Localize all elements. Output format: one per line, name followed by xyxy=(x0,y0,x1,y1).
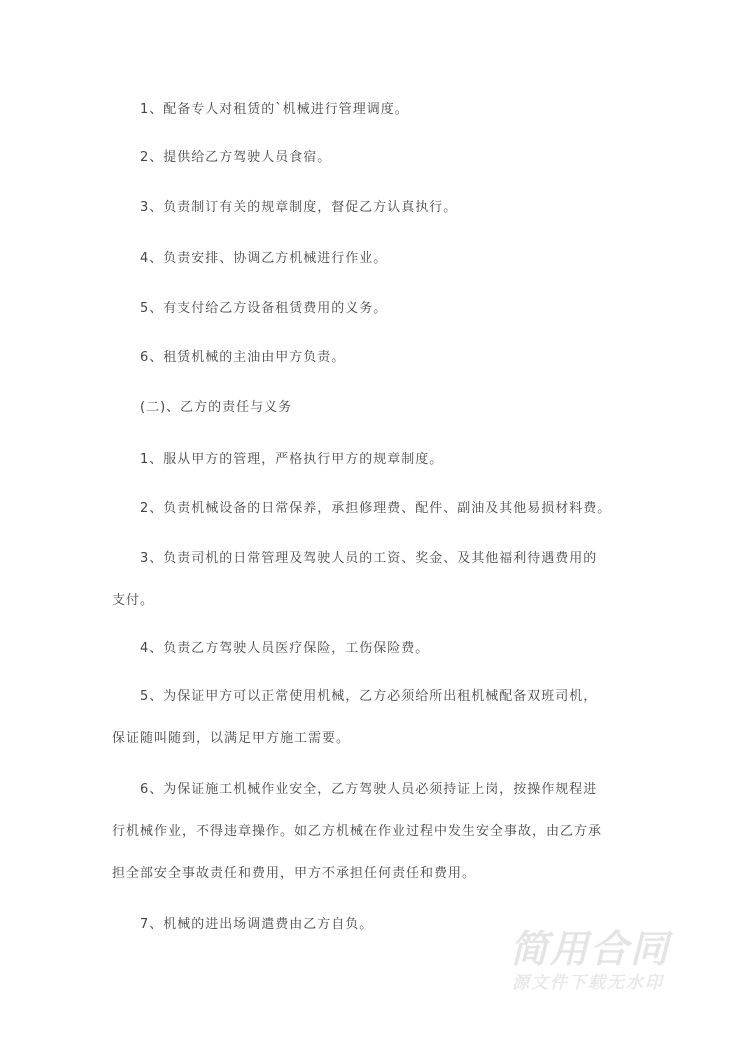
party-b-item-6: 6、为保证施工机械作业安全，乙方驾驶人员必须持证上岗，按操作规程进 xyxy=(140,782,598,797)
party-b-item-4: 4、负责乙方驾驶人员医疗保险，工伤保险费。 xyxy=(140,641,430,656)
party-b-item-3-cont: 支付。 xyxy=(112,593,155,608)
party-a-item-6: 6、租赁机械的主油由甲方负责。 xyxy=(140,350,346,365)
party-a-item-1: 1、配备专人对租赁的`机械进行管理调度。 xyxy=(140,102,409,117)
section-title-party-b: (二)、乙方的责任与义务 xyxy=(140,400,293,415)
party-b-item-6-cont-2: 担全部安全事故责任和费用，甲方不承担任何责任和费用。 xyxy=(112,866,477,881)
party-b-item-1: 1、服从甲方的管理，严格执行甲方的规章制度。 xyxy=(140,452,444,467)
party-b-item-5: 5、为保证甲方可以正常使用机械，乙方必须给所出租机械配备双班司机， xyxy=(140,689,598,704)
party-a-item-4: 4、负责安排、协调乙方机械进行作业。 xyxy=(140,251,388,266)
party-b-item-3: 3、负责司机的日常管理及驾驶人员的工资、奖金、及其他福利待遇费用的 xyxy=(140,551,598,566)
party-a-item-3: 3、负责制订有关的规章制度，督促乙方认真执行。 xyxy=(140,200,458,215)
party-b-item-5-cont: 保证随叫随到，以满足甲方施工需要。 xyxy=(112,731,351,746)
party-b-item-7: 7、机械的进出场调遣费由乙方自负。 xyxy=(140,917,374,932)
party-a-item-5: 5、有支付给乙方设备租赁费用的义务。 xyxy=(140,301,388,316)
party-a-item-2: 2、提供给乙方驾驶人员食宿。 xyxy=(140,150,332,165)
party-b-item-6-cont-1: 行机械作业，不得违章操作。如乙方机械在作业过程中发生安全事故，由乙方承 xyxy=(112,824,603,839)
watermark-logo: 简用合同 xyxy=(510,927,671,971)
party-b-item-2: 2、负责机械设备的日常保养，承担修理费、配件、副油及其他易损材料费。 xyxy=(140,501,612,516)
watermark-subtitle: 源文件下载无水印 xyxy=(512,973,664,993)
